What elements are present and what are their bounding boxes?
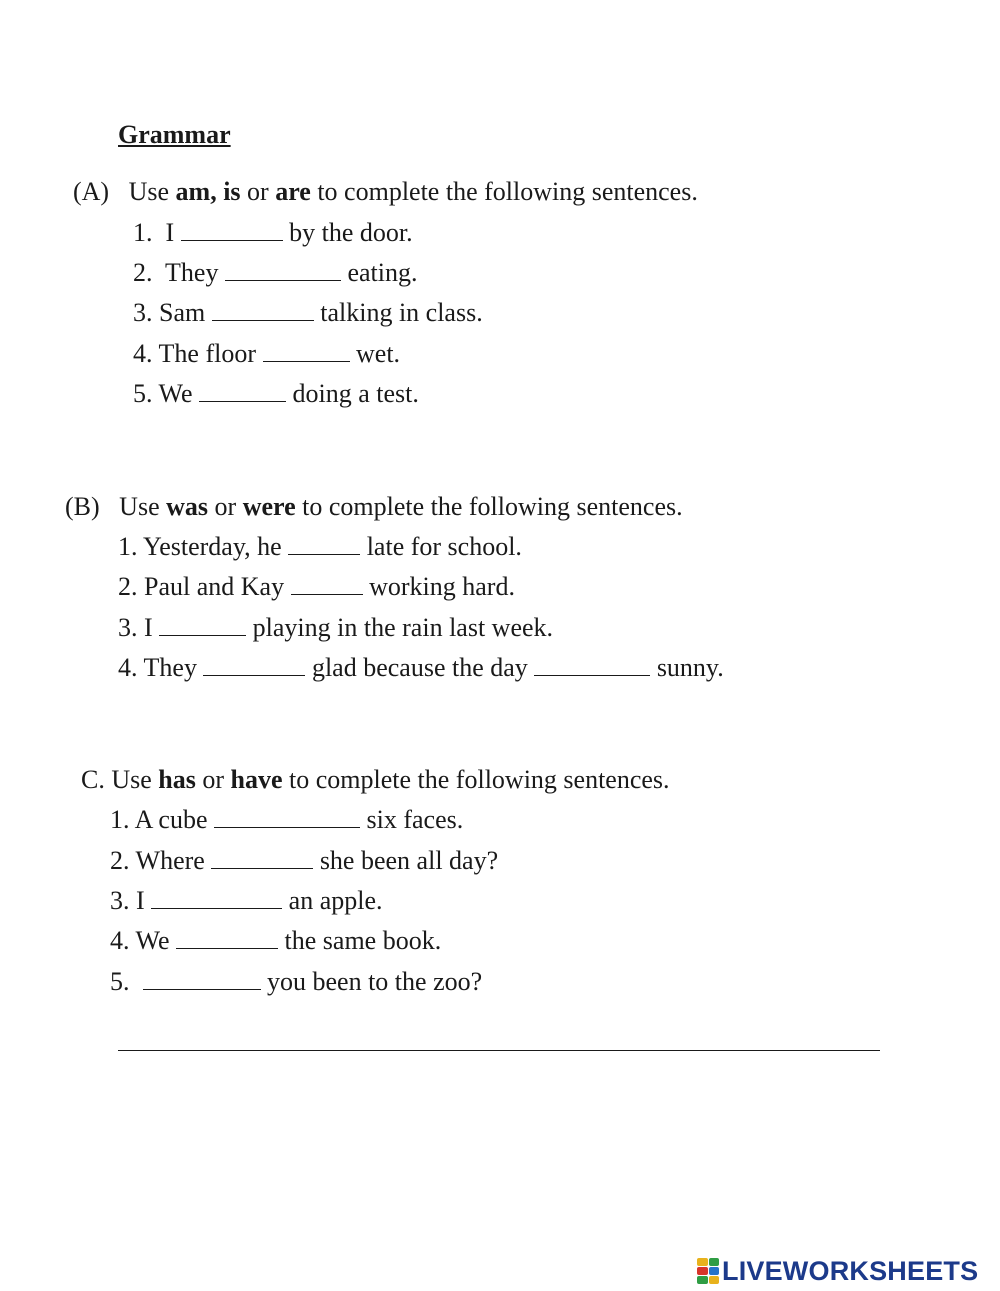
question-text: I xyxy=(165,218,175,247)
keyword: have xyxy=(230,765,283,794)
answer-blank[interactable] xyxy=(225,258,341,281)
question-number: 2. xyxy=(118,572,138,601)
question-text: I xyxy=(136,886,145,915)
answer-blank[interactable] xyxy=(159,613,246,636)
question-text: working hard. xyxy=(369,572,515,601)
answer-blank[interactable] xyxy=(199,379,286,402)
instruction-text: or xyxy=(214,492,237,521)
question-text: an apple. xyxy=(288,886,383,915)
question-text: A cube xyxy=(134,805,208,834)
answer-blank[interactable] xyxy=(181,218,283,241)
question-text: the same book. xyxy=(284,926,442,955)
keyword: has xyxy=(158,765,196,794)
question-number: 4. xyxy=(133,339,153,368)
answer-blank[interactable] xyxy=(151,886,282,909)
question-text: doing a test. xyxy=(292,379,419,408)
question-c-3 xyxy=(110,885,383,917)
instruction-text: or xyxy=(247,177,269,206)
keyword: are xyxy=(275,177,311,206)
question-text: Where xyxy=(135,846,205,875)
answer-blank[interactable] xyxy=(214,805,360,828)
question-text: They xyxy=(165,258,219,287)
question-text: eating. xyxy=(347,258,418,287)
question-a-5 xyxy=(133,378,419,410)
keyword: were xyxy=(242,492,296,521)
question-number: 2. xyxy=(110,846,130,875)
question-a-3 xyxy=(133,297,483,329)
question-b-3 xyxy=(118,612,553,644)
question-text: playing in the rain last week. xyxy=(252,613,554,642)
question-text: Sam xyxy=(159,298,206,327)
question-text: The floor xyxy=(158,339,256,368)
instruction-text: Use xyxy=(128,177,170,206)
instruction-text: to complete the following sentences. xyxy=(302,492,683,521)
question-number: 4. xyxy=(118,653,138,682)
question-text: We xyxy=(158,379,193,408)
question-text: she been all day? xyxy=(319,846,499,875)
question-number: 3. xyxy=(133,298,153,327)
answer-blank[interactable] xyxy=(288,532,360,555)
question-text: late for school. xyxy=(366,532,522,561)
question-b-2 xyxy=(118,571,515,603)
answer-blank[interactable] xyxy=(212,298,314,321)
question-text: six faces. xyxy=(366,805,464,834)
question-number: 5. xyxy=(133,379,153,408)
answer-blank[interactable] xyxy=(211,846,313,869)
section-a-instruction xyxy=(73,176,698,208)
question-number: 4. xyxy=(110,926,130,955)
question-text: I xyxy=(144,613,153,642)
question-number: 2. xyxy=(133,258,153,287)
question-text: sunny. xyxy=(656,653,724,682)
question-b-1 xyxy=(118,531,522,563)
bottom-rule xyxy=(118,1050,880,1051)
keyword: am, is xyxy=(175,177,241,206)
question-c-1 xyxy=(110,804,463,836)
keyword: was xyxy=(166,492,209,521)
instruction-text: to complete the following sentences. xyxy=(317,177,698,206)
question-number: 5. xyxy=(110,967,130,996)
instruction-text: to complete the following sentences. xyxy=(289,765,670,794)
page-title: Grammar xyxy=(118,120,231,149)
section-b-label: (B) xyxy=(65,492,100,521)
question-text: wet. xyxy=(356,339,401,368)
answer-blank[interactable] xyxy=(176,926,278,949)
question-c-5 xyxy=(110,966,482,998)
brand-logo[interactable] xyxy=(697,1256,978,1286)
question-a-4 xyxy=(133,338,400,370)
question-a-1 xyxy=(133,217,413,249)
section-b-instruction xyxy=(65,491,683,523)
question-a-2 xyxy=(133,257,417,289)
question-text: We xyxy=(135,926,170,955)
question-number: 3. xyxy=(118,613,138,642)
question-number: 1. xyxy=(133,218,153,247)
section-c-label: C. xyxy=(81,765,105,794)
question-number: 1. xyxy=(118,532,138,561)
liveworksheets-logo-icon xyxy=(697,1258,719,1284)
question-b-4 xyxy=(118,652,724,684)
question-c-4 xyxy=(110,925,441,957)
answer-blank[interactable] xyxy=(143,967,261,990)
instruction-text: Use xyxy=(119,492,160,521)
answer-blank[interactable] xyxy=(203,653,305,676)
instruction-text: or xyxy=(202,765,225,794)
section-a-label: (A) xyxy=(73,177,110,206)
section-c-instruction xyxy=(81,764,670,796)
answer-blank[interactable] xyxy=(263,339,350,362)
brand-name: LIVEWORKSHEETS xyxy=(722,1255,979,1286)
question-number: 1. xyxy=(110,805,130,834)
instruction-text: Use xyxy=(111,765,152,794)
question-text: you been to the zoo? xyxy=(267,967,483,996)
question-text: by the door. xyxy=(289,218,413,247)
question-text: They xyxy=(143,653,197,682)
question-number: 3. xyxy=(110,886,130,915)
question-text: talking in class. xyxy=(320,298,483,327)
question-text: Paul and Kay xyxy=(144,572,285,601)
answer-blank[interactable] xyxy=(534,653,650,676)
question-text: Yesterday, he xyxy=(143,532,282,561)
question-text: glad because the day xyxy=(311,653,528,682)
question-c-2 xyxy=(110,845,498,877)
answer-blank[interactable] xyxy=(291,572,363,595)
